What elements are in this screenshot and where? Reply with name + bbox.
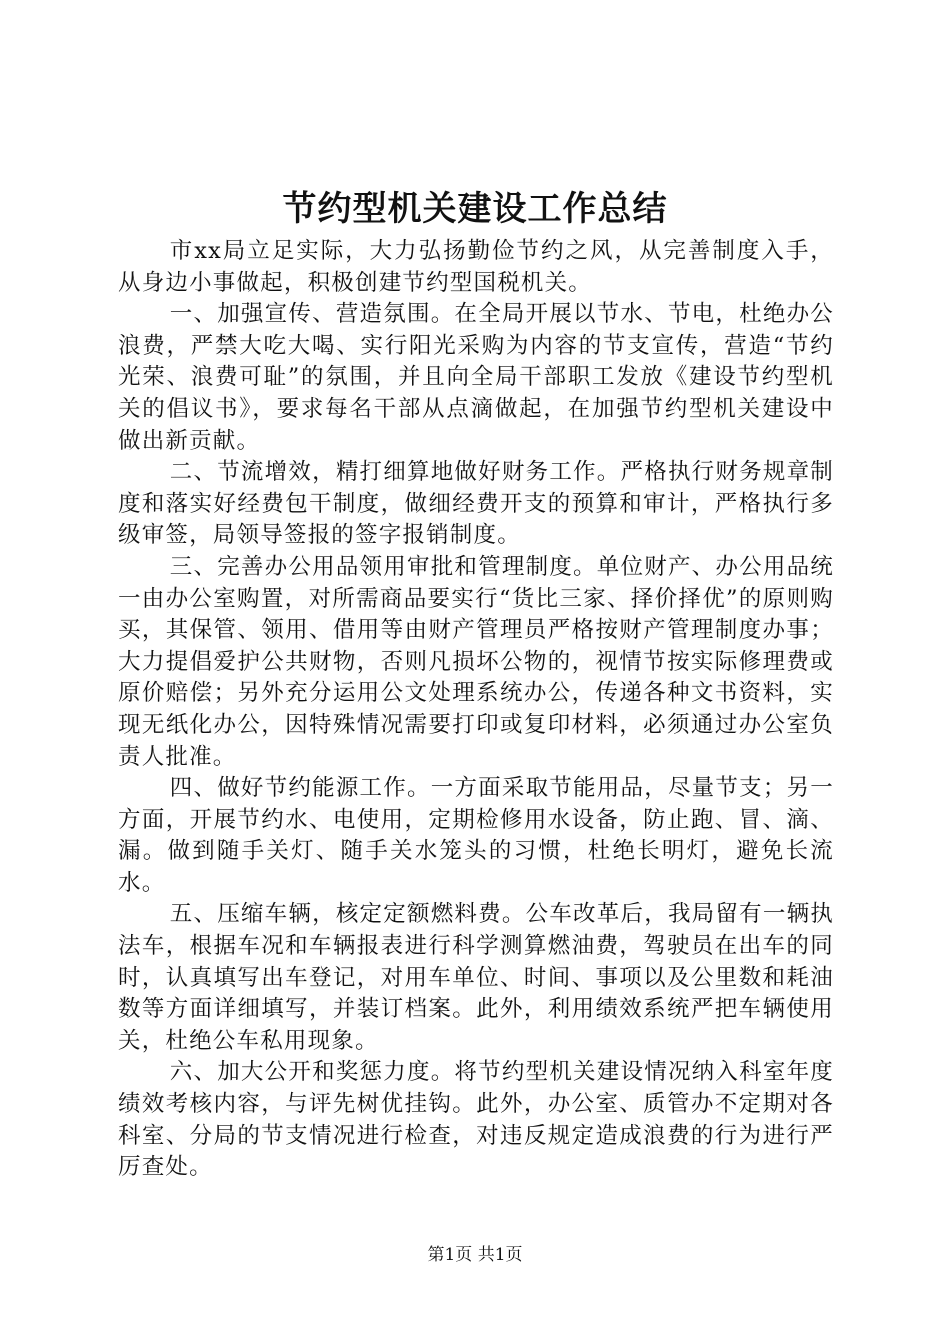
paragraph-intro: 市xx局立足实际，大力弘扬勤俭节约之风，从完善制度入手，从身边小事做起，积极创建节约型国税机关。: [118, 238, 834, 296]
paragraph-section-5: 五、压缩车辆，核定定额燃料费。公车改革后，我局留有一辆执法车，根据车况和车辆报表进行科学测算燃油费，驾驶员在出车的同时，认真填写出车登记，对用车单位、时间、事项以及公里数和耗油数等方面详细填写，并装订档案。此外，利用绩效系统严把车辆使用关，杜绝公车私用现象。: [118, 901, 834, 1054]
paragraph-section-2: 二、节流增效，精打细算地做好财务工作。严格执行财务规章制度和落实好经费包干制度，做细经费开支的预算和审计，严格执行多级审签，局领导签报的签字报销制度。: [118, 459, 834, 549]
document-title: 节约型机关建设工作总结: [282, 189, 668, 229]
paragraph-section-6: 六、加大公开和奖惩力度。将节约型机关建设情况纳入科室年度绩效考核内容，与评先树优挂钩。此外，办公室、质管办不定期对各科室、分局的节支情况进行检查，对违反规定造成浪费的行为进行严厉查处。: [118, 1059, 834, 1181]
paragraph-section-3: 三、完善办公用品领用审批和管理制度。单位财产、办公用品统一由办公室购置，对所需商品要实行“货比三家、择价择优”的原则购买，其保管、领用、借用等由财产管理员严格按财产管理制度办事；大力提倡爱护公共财物，否则凡损坏公物的，视情节按实际修理费或原价赔偿；另外充分运用公文处理系统办公，传递各种文书资料，实现无纸化办公，因特殊情况需要打印或复印材料，必须通过办公室负责人批准。: [118, 553, 834, 770]
paragraph-section-4: 四、做好节约能源工作。一方面采取节能用品，尽量节支；另一方面，开展节约水、电使用，定期检修用水设备，防止跑、冒、滴、漏。做到随手关灯、随手关水笼头的习惯，杜绝长明灯，避免长流水。: [118, 775, 834, 896]
paragraph-section-1: 一、加强宣传、营造氛围。在全局开展以节水、节电，杜绝办公浪费，严禁大吃大喝、实行阳光采购为内容的节支宣传，营造“节约光荣、浪费可耻”的氛围，并且向全局干部职工发放《建设节约型机关的倡议书》，要求每名干部从点滴做起，在加强节约型机关建设中做出新贡献。: [118, 301, 834, 454]
page-number-footer: 第1页 共1页: [427, 1245, 523, 1265]
document-body: [118, 236, 834, 1184]
